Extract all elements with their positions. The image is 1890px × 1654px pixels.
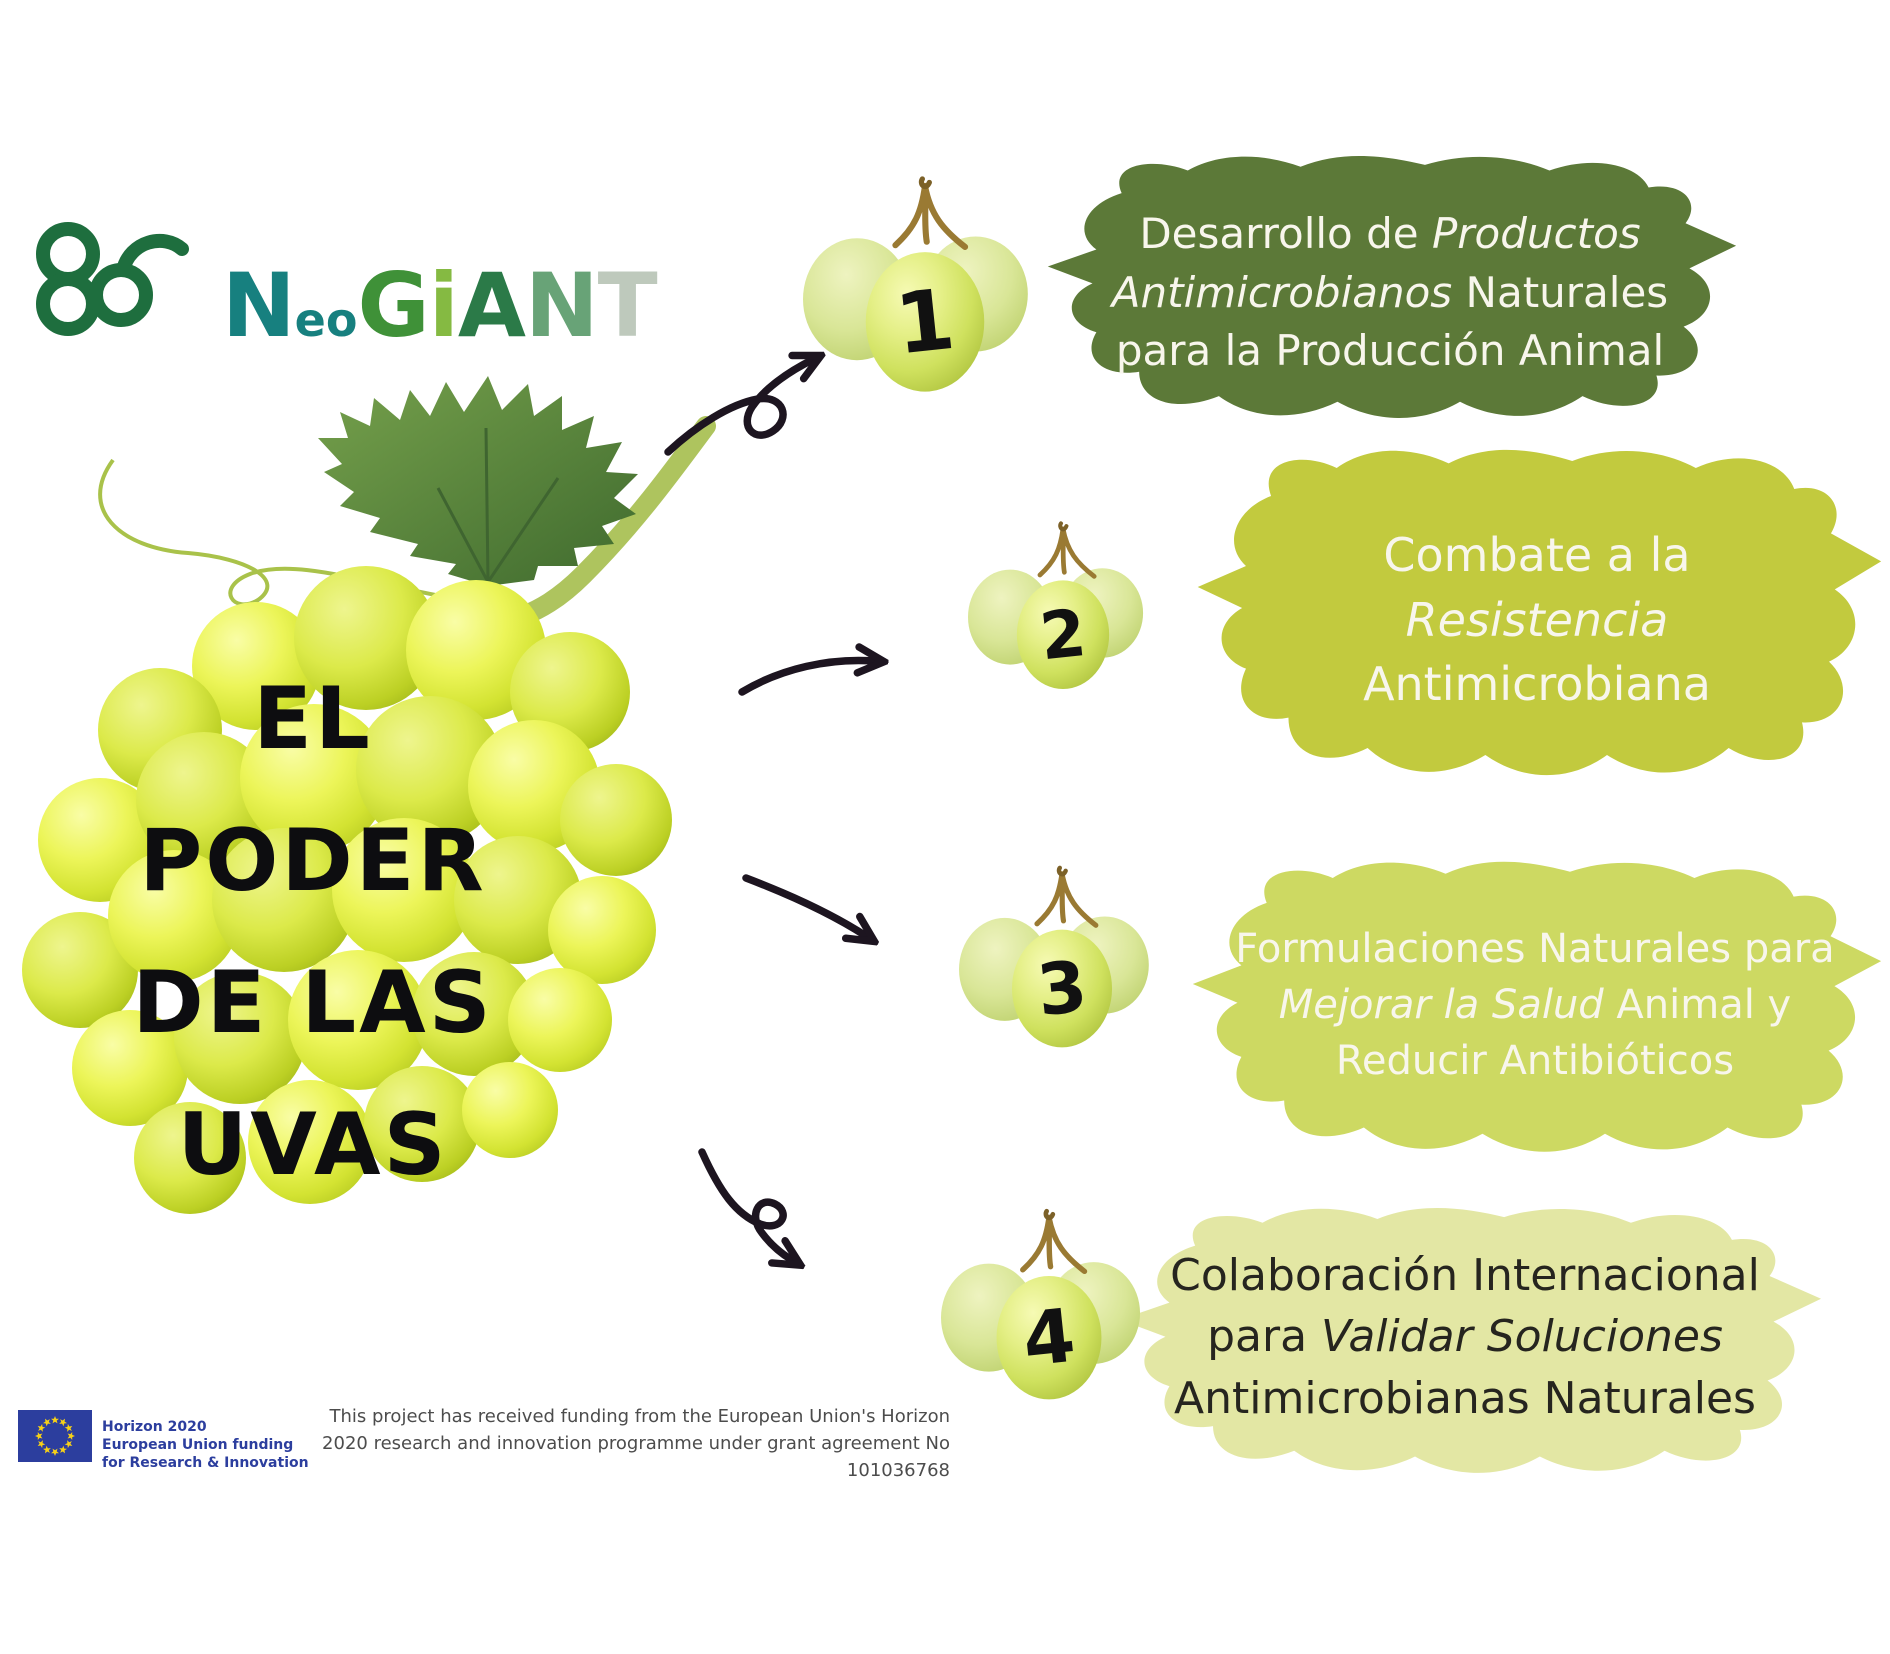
title-line-2: DE LAS xyxy=(132,953,494,1053)
step-2-text-regular: Antimicrobiana xyxy=(1363,657,1711,712)
step-1-text-italic: Productos Antimicrobianos xyxy=(1111,208,1641,317)
title-line-3: UVAS xyxy=(177,1095,449,1195)
logo-letter: N xyxy=(222,254,295,357)
grape-cluster-1 xyxy=(790,172,1060,416)
step-2-number: 2 xyxy=(1036,595,1090,676)
grape-cluster-2 xyxy=(952,518,1174,708)
step-3-number: 3 xyxy=(1033,944,1091,1033)
step-3-text xyxy=(1225,875,1845,1135)
step-1-text-regular: Desarrollo de xyxy=(1139,208,1432,258)
funding-statement: This project has received funding from the European Union's Horizon 2020 research and innovation programme under grant agreement No 101036768 xyxy=(322,1406,950,1481)
logo-letter: i xyxy=(428,254,458,357)
eu-programme-label xyxy=(102,1410,309,1472)
eu-flag-icon xyxy=(18,1410,92,1462)
logo-letter: N xyxy=(524,254,598,357)
logo-letter: A xyxy=(457,254,525,357)
step-4-text xyxy=(1135,1212,1795,1462)
neogiant-logo xyxy=(26,205,657,357)
eu-label-line: Horizon 2020 xyxy=(102,1419,207,1435)
step-4-text-italic: Validar Soluciones xyxy=(1321,1311,1723,1363)
step-4-text-regular: Colaboración Internacional para xyxy=(1170,1249,1760,1363)
eu-label-line: for Research & Innovation xyxy=(102,1455,309,1471)
logo-letters-small: eo xyxy=(294,293,358,347)
poster-title xyxy=(88,648,538,1216)
step-4-text-regular: Antimicrobianas Naturales xyxy=(1174,1372,1756,1424)
step-2-text xyxy=(1297,505,1777,735)
logo-letter: G xyxy=(357,254,429,357)
title-line-1: EL PODER xyxy=(139,669,487,911)
logo-letter: T xyxy=(597,254,657,357)
logo-wordmark xyxy=(222,254,657,357)
step-3-text-regular: Formulaciones Naturales para xyxy=(1235,926,1835,972)
arrow-3-icon xyxy=(746,878,866,936)
step-1-text-regular: Naturales para la Producción Animal xyxy=(1115,267,1669,376)
step-2-text-italic: Resistencia xyxy=(1405,592,1669,647)
step-3-text-italic: Mejorar la Salud xyxy=(1278,982,1604,1028)
arrow-2-icon xyxy=(742,660,874,692)
step-1-number: 1 xyxy=(890,269,960,374)
step-1-text xyxy=(1090,168,1690,418)
step-3-text-regular: Animal y Reducir Antibióticos xyxy=(1335,982,1792,1084)
eu-funding-block xyxy=(18,1410,309,1472)
step-4-number: 4 xyxy=(1018,1292,1080,1384)
step-2-text-regular: Combate a la xyxy=(1383,528,1691,583)
grape-cluster-3 xyxy=(942,862,1182,1068)
eu-label-line: European Union funding xyxy=(102,1437,294,1453)
grape-cluster-icon xyxy=(26,205,216,350)
